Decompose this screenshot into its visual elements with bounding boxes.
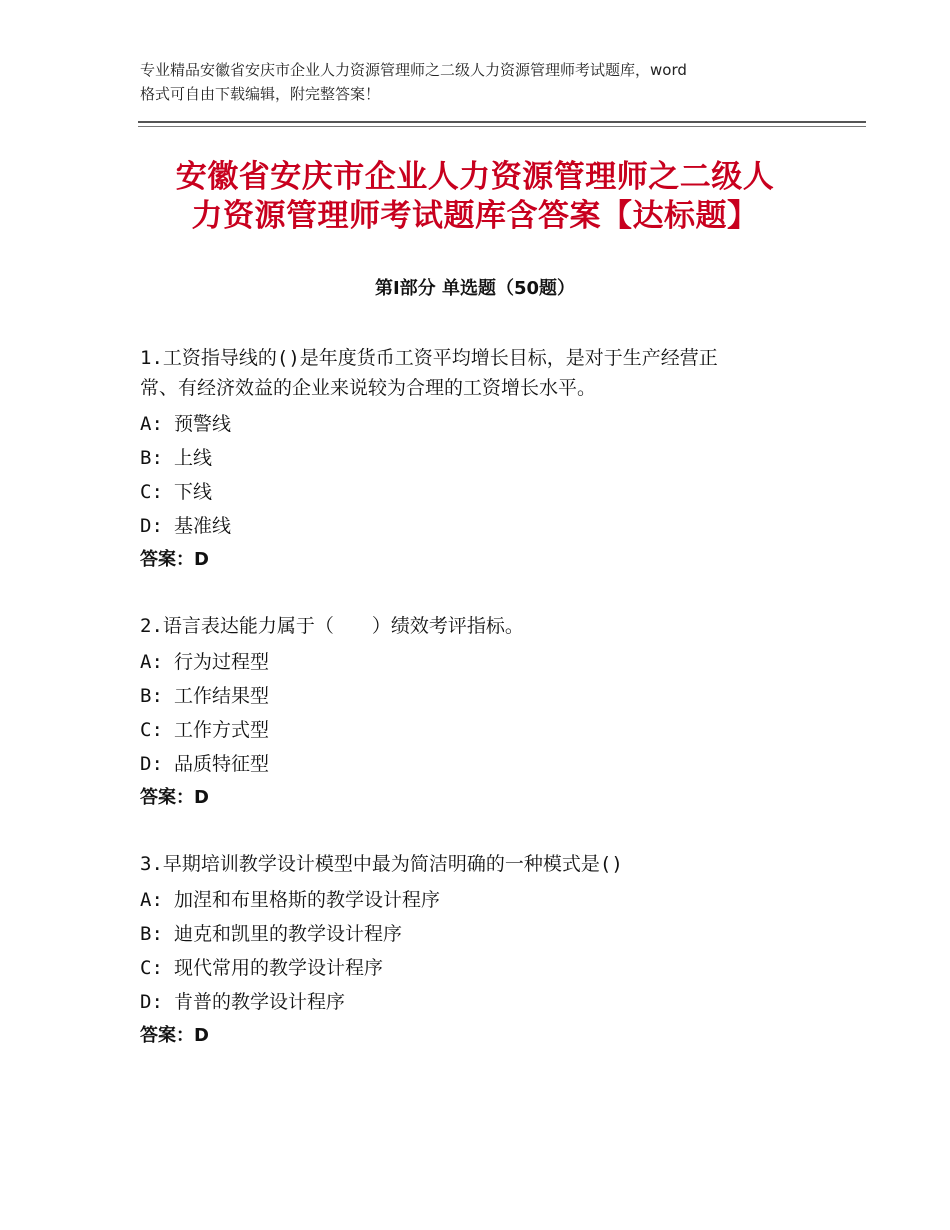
- option-letter: A:: [140, 651, 163, 673]
- question-stem-line: 常、有经济效益的企业来说较为合理的工资增长水平。: [140, 377, 597, 399]
- option-letter: C:: [140, 481, 163, 503]
- document-title-line-2: 力资源管理师考试题库含答案【达标题】: [191, 198, 759, 234]
- option-b: [140, 917, 830, 951]
- question-3: [140, 849, 830, 1053]
- option-letter: A:: [140, 413, 163, 435]
- option-text: 行为过程型: [174, 651, 270, 673]
- document-title: [130, 158, 820, 236]
- header-divider-thick: [138, 121, 866, 123]
- option-text: 上线: [174, 447, 213, 469]
- option-text: 品质特征型: [174, 753, 270, 775]
- option-letter: B:: [140, 685, 163, 707]
- header-note: [140, 58, 840, 106]
- header-divider-thin: [138, 126, 866, 127]
- option-text: 预警线: [174, 413, 232, 435]
- option-text: 工作方式型: [174, 719, 270, 741]
- option-letter: B:: [140, 447, 163, 469]
- option-letter: D:: [140, 515, 163, 537]
- option-letter: C:: [140, 719, 163, 741]
- option-b: [140, 679, 830, 713]
- answer: 答案：D: [140, 1025, 209, 1046]
- option-c: [140, 951, 830, 985]
- header-note-line-2: 格式可自由下载编辑，附完整答案！: [140, 85, 381, 103]
- question-2: [140, 611, 830, 815]
- option-d: [140, 509, 830, 543]
- option-a: [140, 645, 830, 679]
- section-heading: 第Ⅰ部分 单选题（50题）: [374, 278, 575, 299]
- question-stem: [140, 611, 830, 641]
- option-letter: C:: [140, 957, 163, 979]
- option-text: 加涅和布里格斯的教学设计程序: [174, 889, 441, 911]
- question-stem-line: 1.工资指导线的()是年度货币工资平均增长目标，是对于生产经营正: [140, 347, 718, 369]
- answer: 答案：D: [140, 787, 209, 808]
- question-stem: [140, 343, 830, 403]
- option-letter: D:: [140, 991, 163, 1013]
- option-text: 肯普的教学设计程序: [174, 991, 346, 1013]
- question-stem-line: 2.语言表达能力属于（ ）绩效考评指标。: [140, 615, 524, 637]
- question-list: [140, 343, 830, 1087]
- option-a: [140, 883, 830, 917]
- question-1: [140, 343, 830, 577]
- option-text: 现代常用的教学设计程序: [174, 957, 384, 979]
- option-d: [140, 747, 830, 781]
- option-text: 下线: [174, 481, 213, 503]
- option-letter: A:: [140, 889, 163, 911]
- option-letter: D:: [140, 753, 163, 775]
- option-text: 工作结果型: [174, 685, 270, 707]
- option-c: [140, 713, 830, 747]
- option-text: 基准线: [174, 515, 232, 537]
- document-title-line-1: 安徽省安庆市企业人力资源管理师之二级人: [175, 159, 775, 195]
- question-stem: [140, 849, 830, 879]
- answer: 答案：D: [140, 549, 209, 570]
- question-stem-line: 3.早期培训教学设计模型中最为简洁明确的一种模式是(): [140, 853, 623, 875]
- header-note-line-1: 专业精品安徽省安庆市企业人力资源管理师之二级人力资源管理师考试题库，word: [140, 61, 687, 79]
- option-d: [140, 985, 830, 1019]
- option-c: [140, 475, 830, 509]
- option-a: [140, 407, 830, 441]
- option-text: 迪克和凯里的教学设计程序: [174, 923, 403, 945]
- option-b: [140, 441, 830, 475]
- option-letter: B:: [140, 923, 163, 945]
